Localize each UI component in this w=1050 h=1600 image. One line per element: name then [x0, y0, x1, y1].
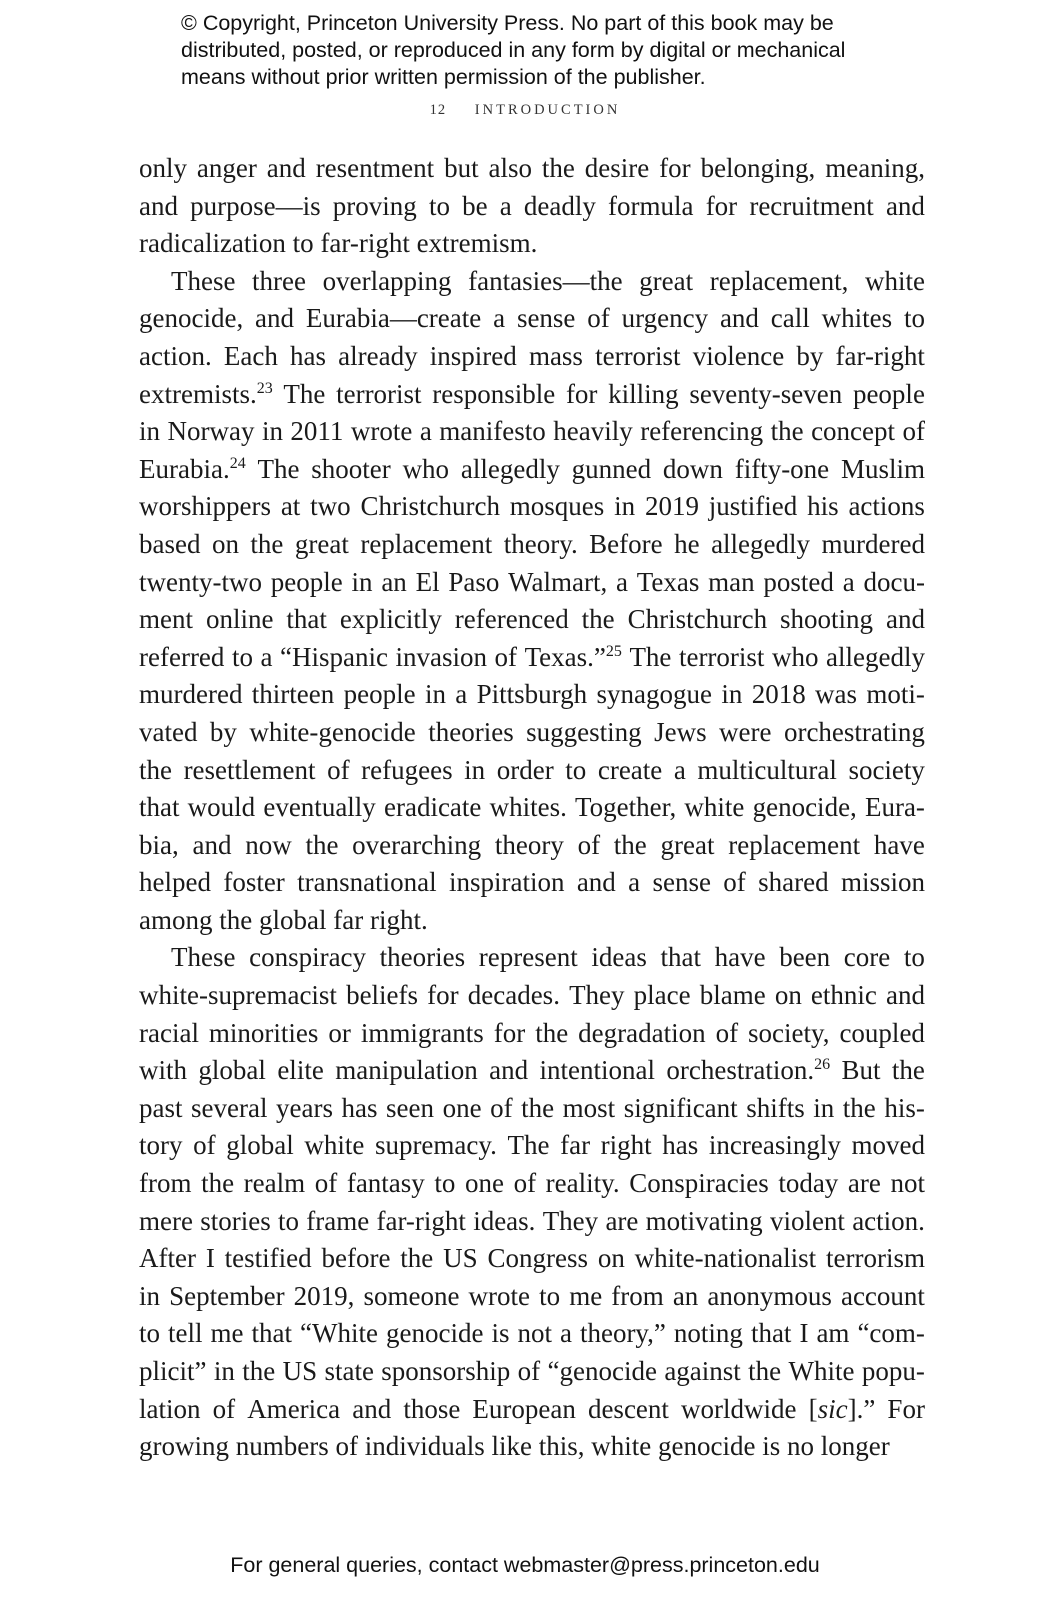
text-line: past several years has seen one of the most significant shifts in the his- [139, 1092, 925, 1123]
chapter-title: INTRODUCTION [474, 102, 621, 118]
text-line: in September 2019, someone wrote to me from an anonymous account [139, 1280, 925, 1311]
text-line: worshippers at two Christchurch mosques in 2019 justified his actions [139, 491, 925, 522]
text-line: referred to a “Hispanic invasion of Texas.”$^{25}$ The terrorist who allegedly [139, 641, 925, 672]
copyright-line: © Copyright, Princeton University Press. No part of this book may be [181, 11, 834, 35]
text-line: with global elite manipulation and intentional orchestration.$^{26}$ But the [139, 1055, 925, 1086]
text-line: vated by white-genocide theories suggesting Jews were orchestrating [139, 716, 925, 747]
text-line: from the realm of fantasy to one of reality. Conspiracies today are not [139, 1168, 925, 1199]
text-line: white-supremacist beliefs for decades. They place blame on ethnic and [139, 980, 925, 1011]
text-line: murdered thirteen people in a Pittsburgh synagogue in 2018 was moti- [139, 679, 925, 710]
body-text [139, 150, 925, 1466]
text-line: After I testified before the US Congress on white-nationalist terrorism [139, 1243, 925, 1274]
footnote-marker: 25 [605, 642, 622, 660]
text-line: tory of global white supremacy. The far right has increasingly moved [139, 1130, 925, 1161]
text-line: based on the great replacement theory. Before he allegedly murdered [139, 528, 925, 559]
text-line: only anger and resentment but also the desire for belonging, meaning, [139, 153, 925, 183]
text-line: among the global far right. [139, 904, 428, 935]
text-line: racial minorities or immigrants for the degradation of society, coupled [139, 1017, 925, 1048]
text-line: These conspiracy theories represent ideas that have been core to [171, 942, 925, 973]
text-line: lation of America and those European descent worldwide [sic].” For [139, 1393, 925, 1424]
text-line: ment online that explicitly referenced the Christchurch shooting and [139, 604, 925, 635]
text-line: These three overlapping fantasies—the great replacement, white [171, 265, 925, 296]
running-head [0, 102, 1050, 119]
text-line: mere stories to frame far-right ideas. They are motivating violent action. [139, 1205, 925, 1236]
text-line: helped foster transnational inspiration and a sense of shared mission [139, 867, 925, 898]
text-line: twenty-two people in an El Paso Walmart, a Texas man posted a docu- [139, 566, 925, 597]
copyright-line: means without prior written permission of the publisher. [181, 65, 706, 89]
footnote-marker: 24 [229, 454, 246, 472]
text-line: extremists.$^{23}$ The terrorist responsible for killing seventy-seven people [139, 378, 925, 409]
footnote-marker: 23 [256, 379, 273, 397]
page-number: 12 [429, 102, 447, 118]
text-line: bia, and now the overarching theory of the great replacement have [139, 829, 925, 860]
text-line: to tell me that “White genocide is not a theory,” noting that I am “com- [139, 1318, 925, 1349]
text-line: genocide, and Eurabia—create a sense of urgency and call whites to [139, 303, 925, 334]
text-line: radicalization to far-right extremism. [139, 228, 538, 259]
copyright-notice [181, 10, 941, 91]
text-line: and purpose—is proving to be a deadly formula for recruitment and [139, 190, 925, 221]
text-line: action. Each has already inspired mass terrorist violence by far-right [139, 340, 925, 371]
text-line: Eurabia.$^{24}$ The shooter who allegedly gunned down fifty-one Muslim [139, 453, 925, 484]
text-line: the resettlement of refugees in order to create a multicultural society [139, 754, 925, 785]
text-line: growing numbers of individuals like this, white genocide is no longer [139, 1431, 890, 1462]
text-line: that would eventually eradicate whites. Together, white genocide, Eura- [139, 792, 925, 823]
text-line: in Norway in 2011 wrote a manifesto heavily referencing the concept of [139, 416, 925, 447]
copyright-line: distributed, posted, or reproduced in any form by digital or mechanical [181, 38, 846, 62]
footnote-marker: 26 [814, 1056, 831, 1074]
footer-contact: For general queries, contact webmaster@press.princeton.edu [230, 1553, 820, 1577]
text-line: plicit” in the US state sponsorship of “genocide against the White popu- [139, 1356, 925, 1386]
